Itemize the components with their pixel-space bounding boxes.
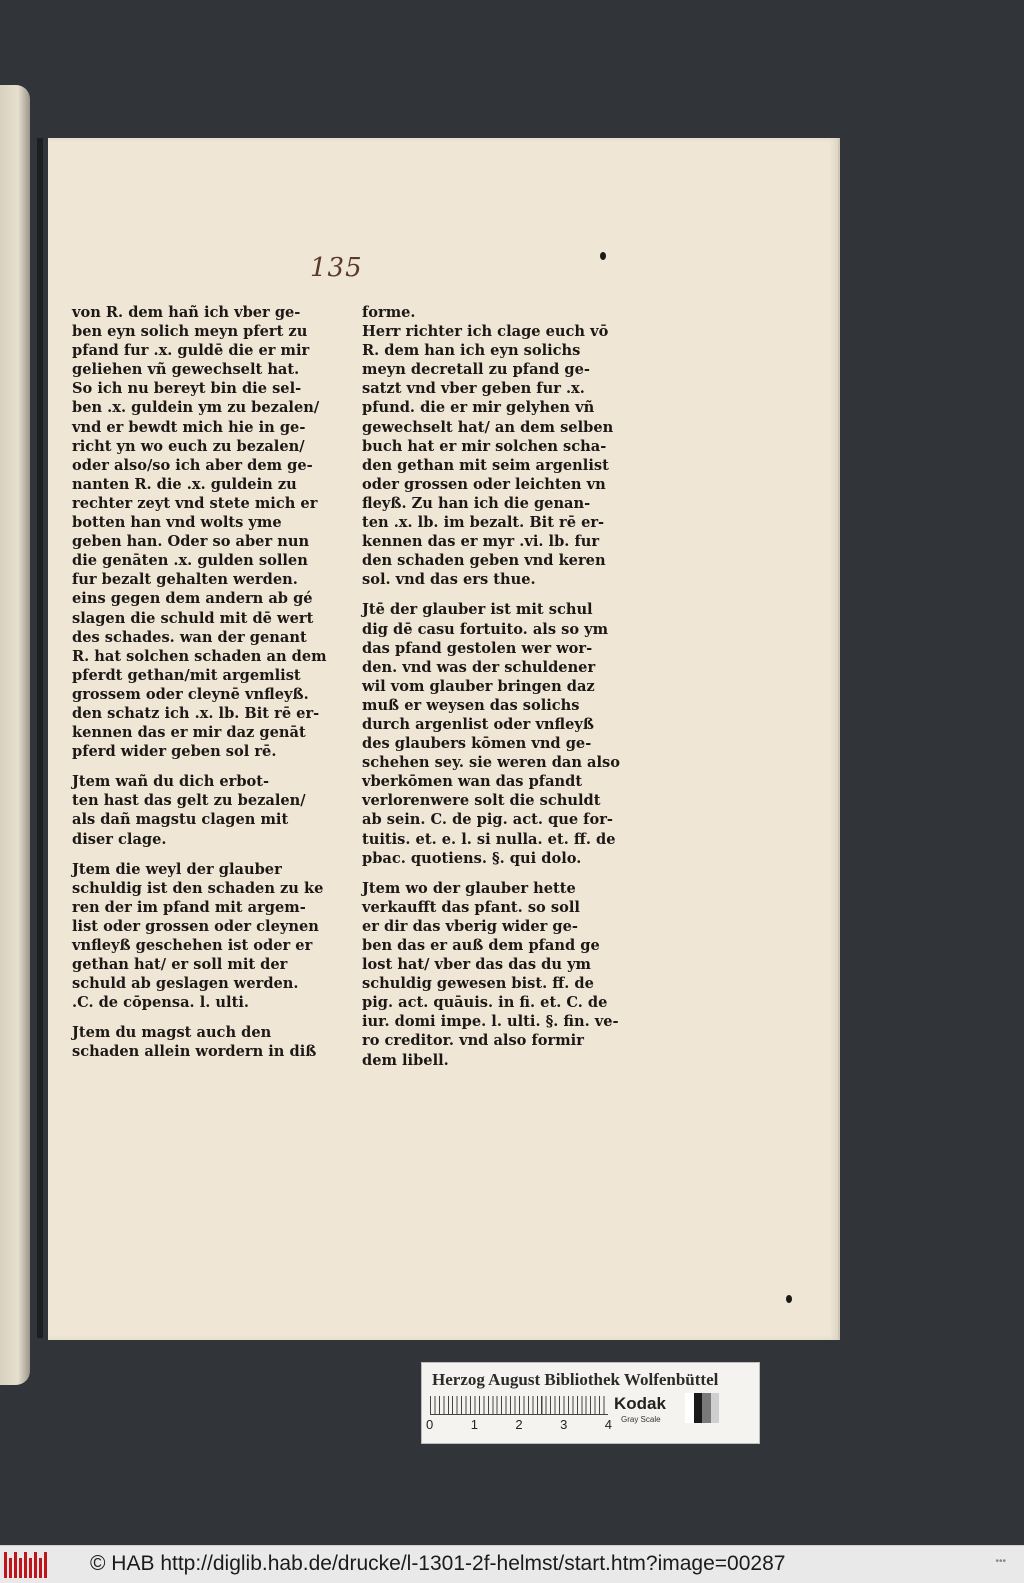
text-line: verlorenwere solt die schuldt <box>362 792 601 810</box>
text-line: pig. act. quāuis. in fi. et. C. de <box>362 994 608 1012</box>
text-line: sol. vnd das ers thue. <box>362 571 536 589</box>
text-line: ben das er auß dem pfand ge <box>362 937 600 954</box>
text-line: von R. dem hañ ich vber ge- <box>72 304 301 321</box>
text-line: dem libell. <box>362 1051 449 1069</box>
text-line: geliehen vñ gewechselt hat. <box>72 361 300 379</box>
text-paragraph <box>72 303 327 761</box>
text-line: muß er weysen das solichs <box>362 696 580 714</box>
text-line: Jtē der glauber ist mit schul <box>362 601 593 619</box>
logo-bar <box>4 1552 7 1578</box>
text-line: gewechselt hat/ an dem selben <box>362 418 614 436</box>
logo-bar <box>39 1558 42 1578</box>
text-line: den gethan mit seim argenlist <box>362 456 609 474</box>
text-paragraph <box>362 879 619 1070</box>
text-line: schaden allein wordern in diß <box>72 1043 317 1061</box>
scanned-page <box>48 138 838 1340</box>
text-line: oder grossen oder leichten vn <box>362 475 606 493</box>
text-line: des schades. wan der genant <box>72 628 307 646</box>
text-paragraph <box>72 1023 317 1061</box>
text-line: eins gegen dem andern ab gé <box>72 590 313 608</box>
text-line: ten .x. lb. im bezalt. Bit rē er- <box>362 514 605 532</box>
text-line: verkaufft das pfant. so soll <box>362 898 580 916</box>
book-gutter <box>37 138 43 1338</box>
scale-number: 0 <box>426 1417 434 1432</box>
gray-patches <box>685 1393 719 1423</box>
scale-number: 2 <box>515 1417 523 1432</box>
gray-patch <box>702 1393 711 1423</box>
text-line: pferd wider geben sol rē. <box>72 743 277 761</box>
previous-page-edge <box>0 85 30 1385</box>
text-line: iur. domi impe. l. ulti. §. fin. ve- <box>362 1013 619 1031</box>
gray-patch <box>711 1393 720 1423</box>
text-line: lost hat/ vber das das du ym <box>362 956 592 974</box>
text-line: pbac. quotiens. §. qui dolo. <box>362 849 582 867</box>
gray-patch <box>685 1393 694 1423</box>
text-line: das pfand gestolen wer wor- <box>362 639 593 657</box>
text-line: schuldig ist den schaden zu ke <box>72 879 324 897</box>
text-line: nanten R. die .x. guldein zu <box>72 475 297 493</box>
logo-bar <box>44 1552 47 1578</box>
text-line: R. dem han ich eyn solichs <box>362 342 581 360</box>
text-paragraph <box>362 600 620 867</box>
text-line: die genāten .x. gulden sollen <box>72 552 308 570</box>
right-text-column <box>362 303 620 1081</box>
text-line: als dañ magstu clagen mit <box>72 811 289 829</box>
logo-bar <box>24 1552 27 1578</box>
text-line: ro creditor. vnd also formir <box>362 1032 584 1050</box>
text-line: den. vnd was der schuldener <box>362 658 596 676</box>
text-line: grossem oder cleynē vnfleyß. <box>72 685 309 703</box>
text-line: .C. de cōpensa. l. ulti. <box>72 994 249 1012</box>
text-line: tuitis. et. e. l. si nulla. et. ff. de <box>362 830 616 848</box>
scale-number: 3 <box>560 1417 568 1432</box>
text-line: durch argenlist oder vnfleyß <box>362 715 594 733</box>
text-line: ren der im pfand mit argem- <box>72 898 306 916</box>
text-line: ten hast das gelt zu bezalen/ <box>72 792 306 810</box>
ruler-numbers <box>426 1417 612 1432</box>
text-line: den schaden geben vnd keren <box>362 552 606 570</box>
ruler-scale <box>430 1396 608 1415</box>
ink-speck <box>786 1295 792 1303</box>
text-line: diser clage. <box>72 830 167 848</box>
text-paragraph <box>72 772 312 848</box>
text-line: list oder grossen oder cleynen <box>72 917 319 935</box>
text-line: schuld ab geslagen werden. <box>72 975 299 993</box>
scale-number: 1 <box>470 1417 478 1432</box>
gray-patch <box>694 1393 703 1423</box>
text-line: den schatz ich .x. lb. Bit rē er- <box>72 704 320 722</box>
text-line: wil vom glauber bringen daz <box>362 677 595 695</box>
logo-bar <box>9 1558 12 1578</box>
text-line: fleyß. Zu han ich die genan- <box>362 494 591 512</box>
ink-speck <box>600 252 606 260</box>
text-line: Jtem wañ du dich erbot- <box>72 773 270 791</box>
text-line: forme. <box>362 304 416 321</box>
text-paragraph <box>362 303 614 589</box>
text-line: satzt vnd vber geben fur .x. <box>362 380 585 398</box>
text-line: schuldig gewesen bist. ff. de <box>362 975 594 993</box>
text-line: rechter zeyt vnd stete mich er <box>72 494 318 512</box>
logo-bar <box>19 1558 22 1578</box>
text-paragraph <box>72 860 324 1013</box>
text-line: kennen das er mir daz genāt <box>72 724 306 742</box>
text-line: vberkōmen wan das pfandt <box>362 773 583 791</box>
library-name: Herzog August Bibliothek Wolfenbüttel <box>432 1370 719 1389</box>
logo-bar <box>34 1552 37 1578</box>
text-line: buch hat er mir solchen scha- <box>362 437 607 455</box>
gray-scale-label: Gray Scale <box>621 1415 661 1424</box>
kodak-logo: Kodak <box>614 1394 666 1413</box>
text-line: vnd er bewdt mich hie in ge- <box>72 418 306 436</box>
text-line: richt yn wo euch zu bezalen/ <box>72 437 305 455</box>
text-line: pfand fur .x. guldē die er mir <box>72 342 310 360</box>
text-line: pferdt gethan/mit argemlist <box>72 666 301 684</box>
text-line: schehen sey. sie weren dan also <box>362 754 620 772</box>
text-line: Jtem die weyl der glauber <box>72 860 282 878</box>
left-text-column <box>72 303 327 1073</box>
text-line: Herr richter ich clage euch vō <box>362 323 609 341</box>
text-line: gethan hat/ er soll mit der <box>72 956 288 974</box>
text-line: er dir das vberig wider ge- <box>362 917 578 935</box>
logo-bar <box>14 1552 17 1578</box>
more-dots-icon[interactable]: ••• <box>995 1556 1006 1567</box>
text-line: oder also/so ich aber dem ge- <box>72 456 313 474</box>
logo-bar <box>29 1558 32 1578</box>
text-line: kennen das er myr .vi. lb. fur <box>362 533 600 551</box>
text-line: ben eyn solich meyn pfert zu <box>72 323 308 341</box>
scale-number: 4 <box>604 1417 612 1432</box>
hab-logo-icon <box>4 1552 48 1578</box>
text-line: ab sein. C. de pig. act. que for- <box>362 811 613 829</box>
text-line: meyn decretall zu pfand ge- <box>362 361 590 379</box>
text-line: So ich nu bereyt bin die sel- <box>72 380 302 398</box>
text-line: botten han vnd wolts yme <box>72 514 282 532</box>
text-line: Jtem wo der glauber hette <box>362 879 576 897</box>
text-line: pfund. die er mir gelyhen vñ <box>362 399 595 417</box>
copyright-url[interactable]: © HAB http://diglib.hab.de/drucke/l-1301-2f-helmst/start.htm?image=00287 <box>90 1552 786 1575</box>
text-line: Jtem du magst auch den <box>72 1024 272 1042</box>
text-line: vnfleyß geschehen ist oder er <box>72 937 313 954</box>
text-line: des glaubers kōmen vnd ge- <box>362 735 592 753</box>
text-line: ben .x. guldein ym zu bezalen/ <box>72 399 320 417</box>
footer-bar <box>0 1545 1024 1583</box>
color-calibration-target <box>421 1362 760 1444</box>
text-line: geben han. Oder so aber nun <box>72 533 310 551</box>
text-line: R. hat solchen schaden an dem <box>72 647 327 665</box>
folio-number: 135 <box>310 253 363 283</box>
text-line: fur bezalt gehalten werden. <box>72 571 298 589</box>
text-line: slagen die schuld mit dē wert <box>72 609 314 627</box>
text-line: dig dē casu fortuito. als so ym <box>362 620 609 638</box>
